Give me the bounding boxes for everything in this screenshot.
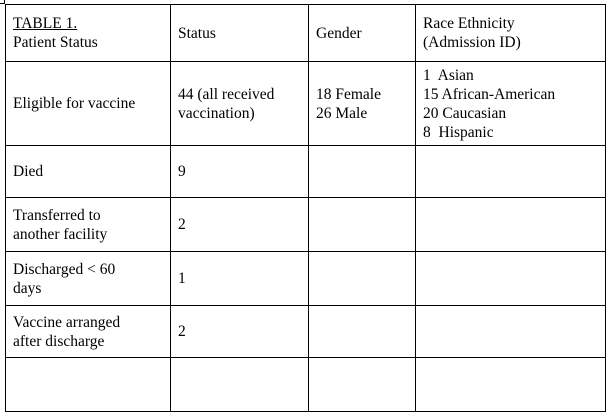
- race-value-hispanic: 8 Hispanic: [423, 123, 494, 141]
- table-row-empty: [6, 358, 606, 412]
- status-cell: [171, 252, 309, 306]
- race-value-caucasian: 20 Caucasian: [423, 104, 507, 122]
- race-cell: [416, 252, 606, 306]
- row-label: Died: [13, 163, 44, 180]
- status-cell: [171, 62, 309, 146]
- gender-cell: [309, 306, 416, 358]
- empty-cell: [309, 358, 416, 412]
- status-header: [171, 5, 309, 62]
- status-header-label: Status: [178, 24, 216, 42]
- race-header-line-2: (Admission ID): [423, 34, 521, 51]
- status-value-line-1: 44 (all received: [178, 85, 275, 103]
- table-title: TABLE 1.: [13, 15, 78, 32]
- race-cell: [416, 198, 606, 252]
- row-label-cell: [6, 146, 171, 198]
- row-label-line-2: another facility: [13, 225, 108, 243]
- table-row: [6, 252, 606, 306]
- status-value: 2: [178, 216, 186, 233]
- gender-cell: [309, 62, 416, 146]
- empty-cell: [416, 358, 606, 412]
- row-label-line-2: after discharge: [13, 332, 105, 350]
- race-header: [416, 5, 606, 62]
- race-cell: [416, 146, 606, 198]
- status-cell: [171, 146, 309, 198]
- row-label: Eligible for vaccine: [13, 95, 136, 112]
- gender-value-female: 18 Female: [316, 85, 381, 103]
- row-label-line-1: Discharged < 60: [13, 260, 116, 278]
- table-caption-cell: [6, 5, 171, 62]
- table-subtitle: Patient Status: [13, 34, 98, 51]
- status-cell: [171, 198, 309, 252]
- row-label-cell: [6, 306, 171, 358]
- race-cell: [416, 62, 606, 146]
- gender-cell: [309, 198, 416, 252]
- gender-cell: [309, 146, 416, 198]
- row-label-cell: [6, 252, 171, 306]
- gender-value-male: 26 Male: [316, 104, 368, 122]
- status-cell: [171, 306, 309, 358]
- race-cell: [416, 306, 606, 358]
- status-value: 1: [178, 270, 186, 287]
- status-value-line-2: vaccination): [178, 104, 255, 122]
- race-value-asian: 1 Asian: [423, 66, 474, 84]
- row-label-line-1: Vaccine arranged: [13, 313, 121, 331]
- race-header-line-1: Race Ethnicity: [423, 15, 515, 32]
- table-row: [6, 198, 606, 252]
- race-value-african-american: 15 African-American: [423, 85, 556, 103]
- empty-cell: [171, 358, 309, 412]
- row-label-line-1: Transferred to: [13, 206, 101, 224]
- gender-cell: [309, 252, 416, 306]
- row-label-cell: [6, 198, 171, 252]
- row-label-cell: [6, 62, 171, 146]
- table-row: [6, 146, 606, 198]
- gender-header-label: Gender: [316, 24, 362, 42]
- status-value: 9: [178, 163, 186, 180]
- table-row: [6, 62, 606, 146]
- gender-header: [309, 5, 416, 62]
- status-value: 2: [178, 323, 186, 340]
- patient-status-table: [5, 4, 606, 412]
- empty-cell: [6, 358, 171, 412]
- table-row: [6, 306, 606, 358]
- row-label-line-2: days: [13, 279, 42, 297]
- table-header-row: [6, 5, 606, 62]
